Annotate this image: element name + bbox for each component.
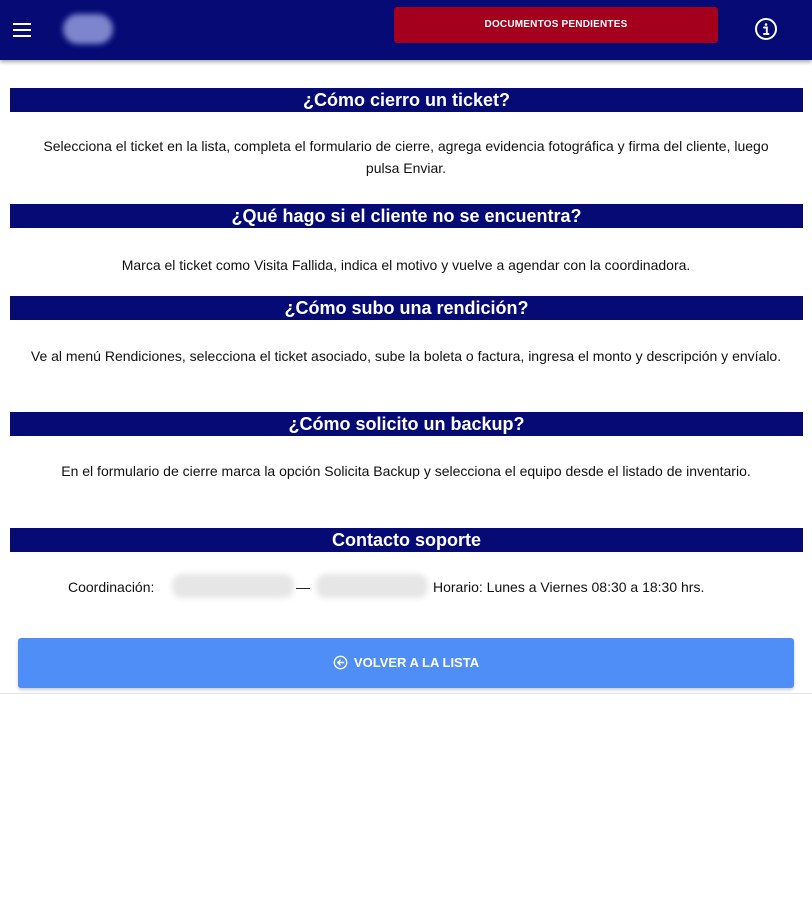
redacted-phone <box>172 574 294 598</box>
contact-separator: — <box>296 579 310 595</box>
app-logo <box>63 14 113 44</box>
faq-section-3-text: Ve al menú Rendiciones, selecciona el ticket asociado, sube la boleta o factura, ingresa el monto y descripción y envíalo. <box>30 348 782 364</box>
pending-documents-button[interactable]: DOCUMENTOS PENDIENTES <box>394 7 718 43</box>
divider <box>0 693 812 694</box>
faq-section-3-title: ¿Cómo subo una rendición? <box>10 296 803 320</box>
faq-section-1-text: Selecciona el ticket en la lista, completa el formulario de cierre, agrega evidencia fotográfica y firma del cliente, luego pulsa Enviar. <box>43 138 769 176</box>
faq-section-4-text: En el formulario de cierre marca la opción Solicita Backup y selecciona el equipo desde el listado de inventario. <box>61 463 751 479</box>
arrow-left-circle-icon <box>333 655 348 670</box>
back-to-list-button[interactable] <box>18 638 794 688</box>
faq-section-4-title: ¿Cómo solicito un backup? <box>10 412 803 436</box>
faq-section-2-text: Marca el ticket como Visita Fallida, indica el motivo y vuelve a agendar con la coordinadora. <box>121 257 691 273</box>
faq-section-2-title: ¿Qué hago si el cliente no se encuentra? <box>10 204 803 228</box>
back-button-label: VOLVER A LA LISTA <box>353 655 480 670</box>
faq-section-1-title: ¿Cómo cierro un ticket? <box>10 88 803 112</box>
contact-section-title: Contacto soporte <box>10 528 803 552</box>
info-icon[interactable] <box>754 17 778 41</box>
hamburger-menu-icon[interactable] <box>13 23 31 37</box>
redacted-email <box>316 574 428 598</box>
contact-hours: Horario: Lunes a Viernes 08:30 a 18:30 hrs. <box>433 579 705 595</box>
top-app-bar <box>0 0 812 60</box>
contact-prefix: Coordinación: <box>68 579 155 595</box>
